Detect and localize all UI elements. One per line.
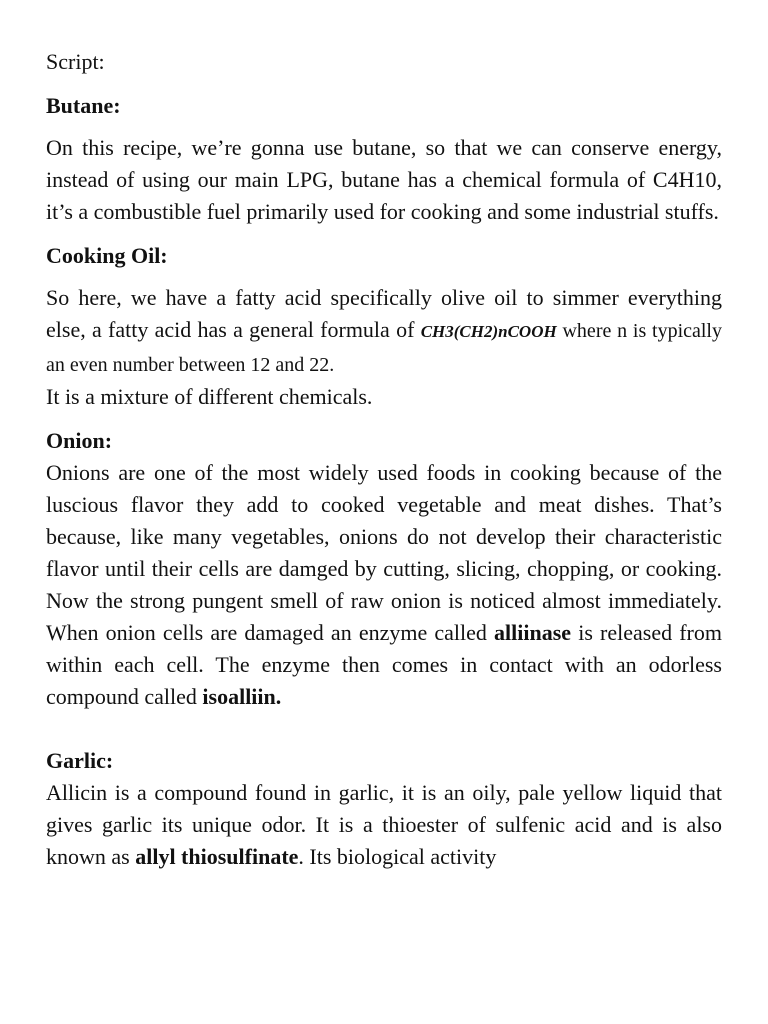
cooking-oil-paragraph	[46, 282, 722, 381]
cooking-oil-text-2: where n is typically an even number between 12 and 22.	[46, 320, 722, 376]
cooking-oil-text-1: So here, we have a fatty acid specifically olive oil to simmer everything else, a fatty acid has a general formula of	[46, 285, 722, 342]
enzyme-term: alliinase	[494, 620, 572, 645]
script-label: Script:	[46, 49, 105, 74]
garlic-text-2: . Its biological activity	[298, 844, 497, 869]
onion-paragraph	[46, 457, 722, 713]
cooking-oil-paragraph-end: It is a mixture of different chemicals.	[46, 384, 373, 409]
garlic-paragraph	[46, 777, 722, 873]
butane-heading: Butane:	[46, 93, 121, 118]
compound-term: isoalliin.	[202, 684, 282, 709]
garlic-text-1: Allicin is a compound found in garlic, it is an oily, pale yellow liquid that gives garlic its unique odor. It is a thioester of sulfenic acid and is also known as	[46, 780, 722, 869]
garlic-heading: Garlic:	[46, 748, 114, 773]
document-page	[46, 46, 722, 873]
onion-heading: Onion:	[46, 428, 113, 453]
butane-paragraph: On this recipe, we’re gonna use butane, so that we can conserve energy, instead of using our main LPG, butane has a chemical formula of C4H10, it’s a combustible fuel primarily used for cooking and some industrial stuffs.	[46, 135, 722, 224]
cooking-oil-heading: Cooking Oil:	[46, 243, 168, 268]
onion-text-2: is released from within each cell. The enzyme then comes in contact with an odorless compound called	[46, 620, 722, 709]
garlic-term: allyl thiosulfinate	[135, 844, 299, 869]
onion-text-1: Onions are one of the most widely used foods in cooking because of the luscious flavor they add to cooked vegetable and meat dishes. That’s because, like many vegetables, onions do not develop their characteristic flavor until their cells are damged by cutting, slicing, chopping, or cooking. Now the strong pungent smell of raw onion is noticed almost immediately. When onion cells are damaged an enzyme called	[46, 460, 722, 645]
fatty-acid-formula: CH3(CH2)nCOOH	[420, 322, 557, 341]
